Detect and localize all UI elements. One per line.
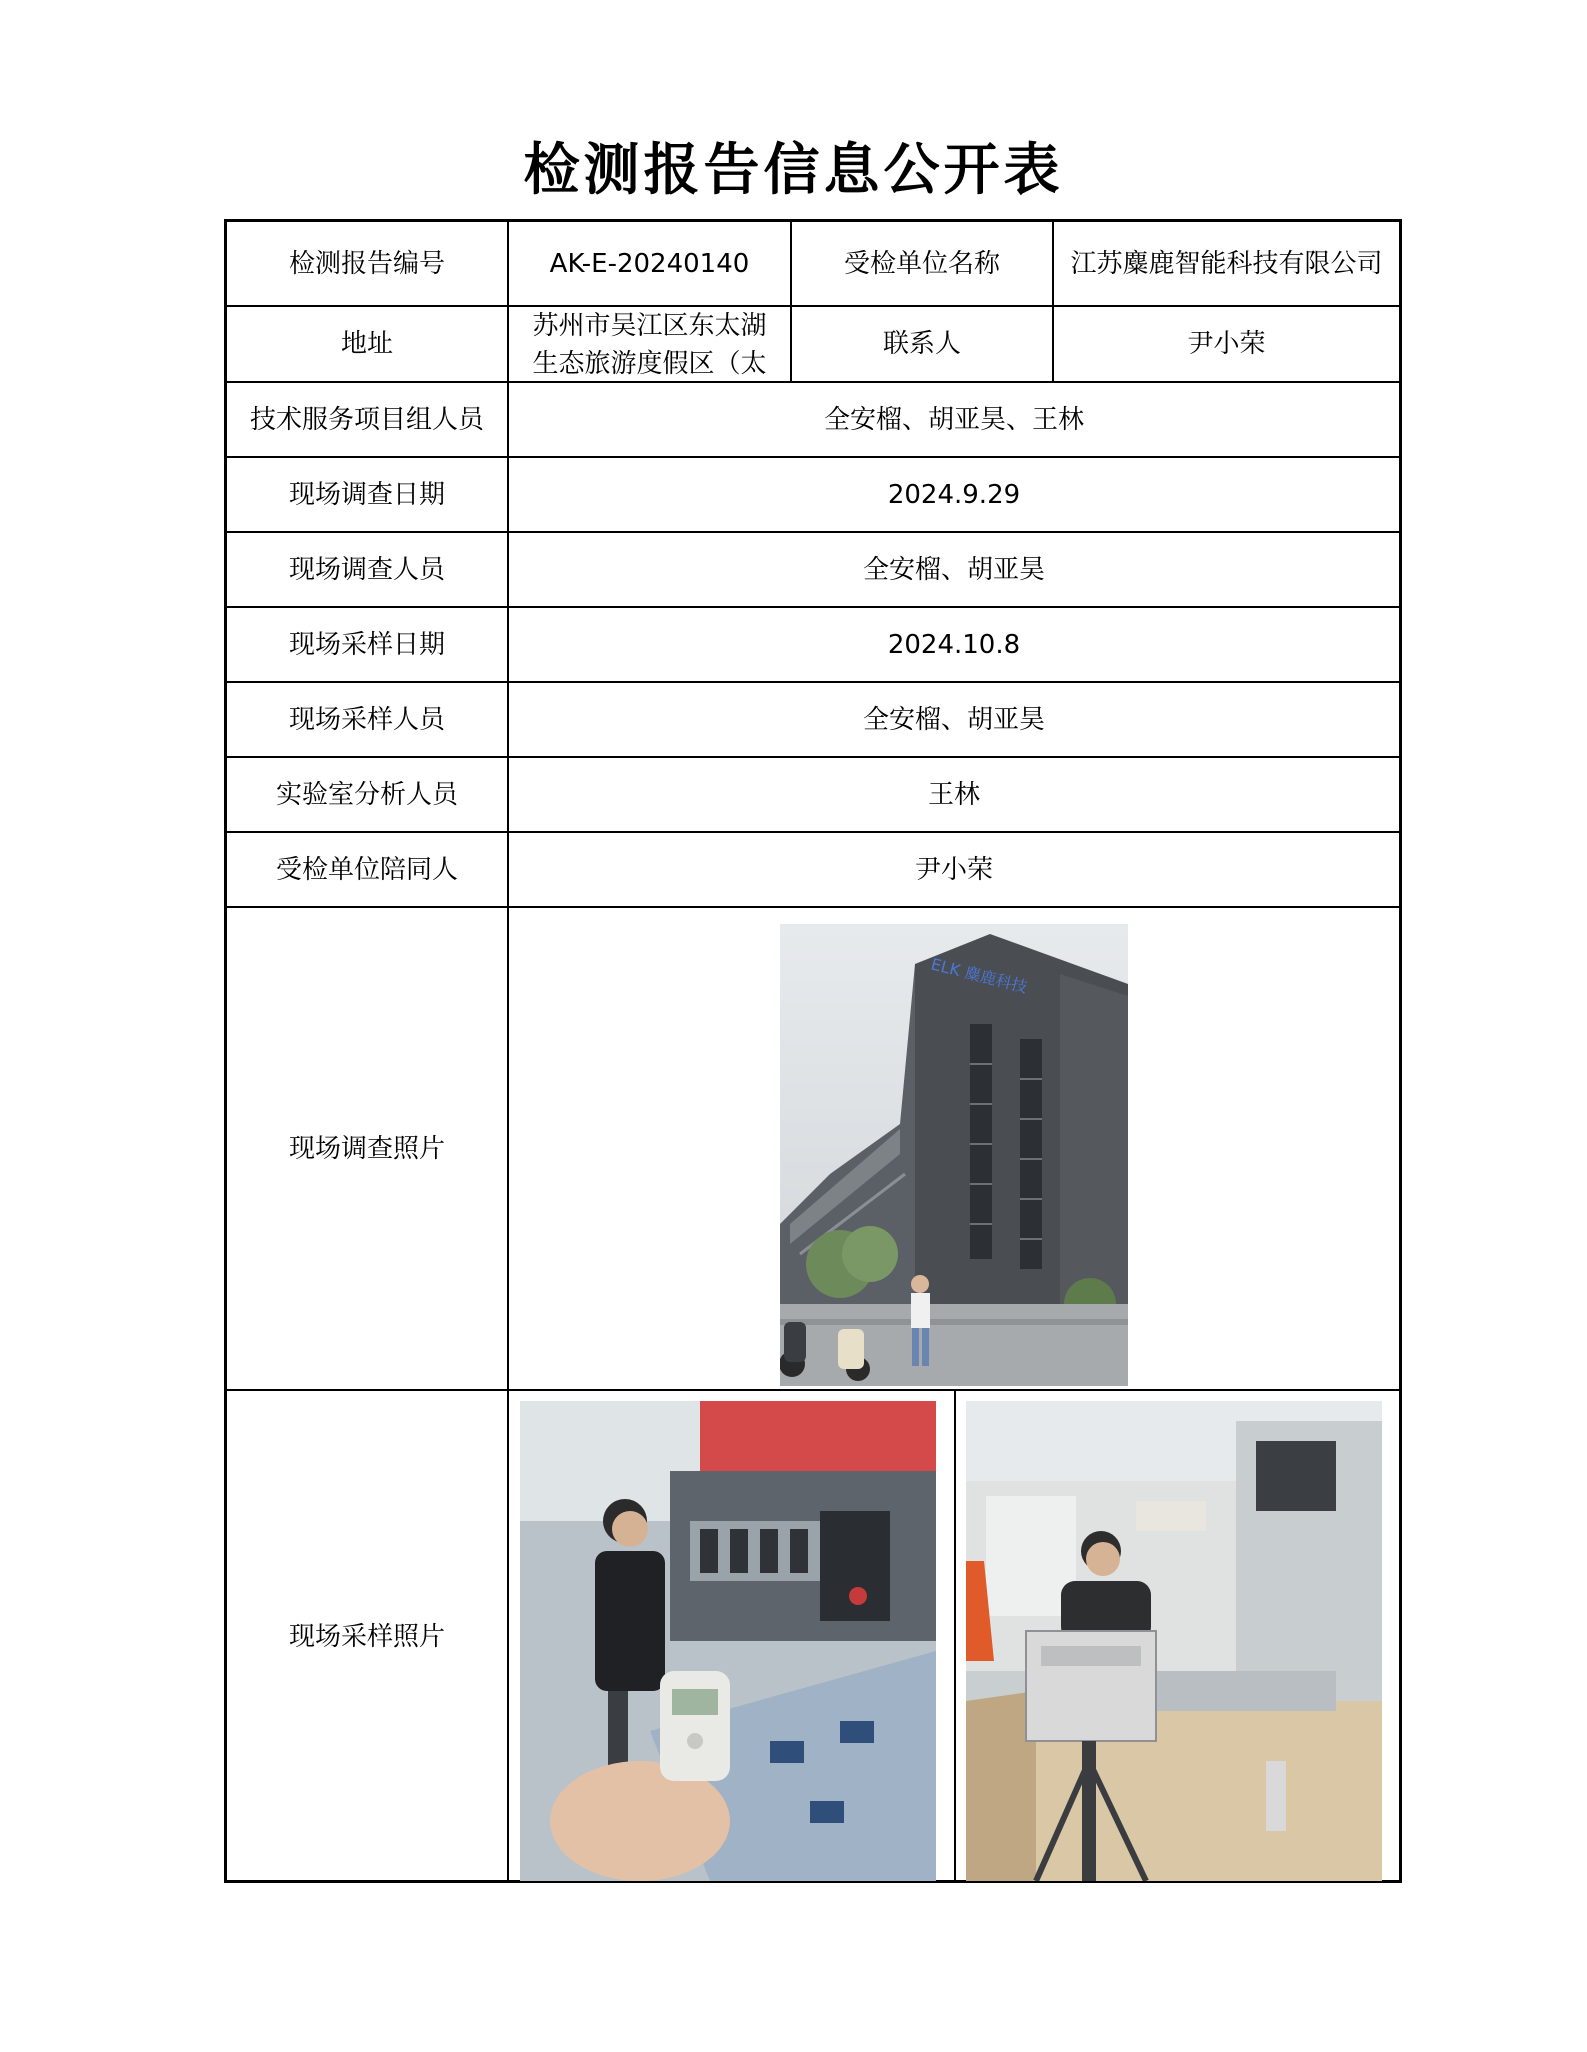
table-row	[227, 533, 1399, 608]
table-row	[227, 458, 1399, 533]
survey-date-label: 现场调查日期	[227, 458, 509, 531]
lab-staff-value: 王林	[927, 779, 980, 810]
contact-value: 尹小荣	[1187, 329, 1266, 359]
report-info-table	[224, 219, 1402, 1883]
sampling-staff-value: 全安榴、胡亚昊	[862, 704, 1045, 735]
table-row	[227, 1391, 1399, 1883]
survey-date-value: 2024.9.29	[887, 479, 1021, 510]
sampling-staff-label: 现场采样人员	[227, 683, 509, 756]
table-row	[227, 833, 1399, 908]
table-row	[227, 383, 1399, 458]
inspected-unit-value: 江苏麋鹿智能科技有限公司	[1070, 248, 1383, 279]
sampling-photo-1	[520, 1401, 936, 1881]
team-label: 技术服务项目组人员	[227, 383, 509, 456]
table-row	[227, 222, 1399, 307]
report-number-label: 检测报告编号	[227, 222, 509, 305]
address-label: 地址	[227, 307, 509, 381]
table-row	[227, 758, 1399, 833]
companion-value: 尹小荣	[914, 854, 993, 885]
sampling-photo-label: 现场采样照片	[227, 1391, 509, 1883]
sampling-date-value: 2024.10.8	[887, 629, 1021, 660]
page-title: 检测报告信息公开表	[523, 137, 1064, 203]
table-row	[227, 307, 1399, 383]
survey-photo-label: 现场调查照片	[227, 908, 509, 1389]
inspected-unit-label: 受检单位名称	[792, 222, 1054, 305]
sampling-photo-2	[966, 1401, 1382, 1881]
team-value: 全安榴、胡亚昊、王林	[823, 404, 1084, 435]
lab-staff-label: 实验室分析人员	[227, 758, 509, 831]
contact-label: 联系人	[792, 307, 1054, 381]
survey-staff-value: 全安榴、胡亚昊	[862, 554, 1045, 585]
survey-staff-label: 现场调查人员	[227, 533, 509, 606]
address-value: 苏州市吴江区东太湖生态旅游度假区（太	[509, 307, 792, 381]
report-number-value: AK-E-20240140	[509, 222, 792, 305]
building-sign: ELK 麋鹿科技	[929, 954, 1030, 997]
table-row	[227, 683, 1399, 758]
companion-label: 受检单位陪同人	[227, 833, 509, 906]
table-row	[227, 908, 1399, 1391]
survey-building-photo	[780, 924, 1128, 1386]
sampling-date-label: 现场采样日期	[227, 608, 509, 681]
table-row	[227, 608, 1399, 683]
